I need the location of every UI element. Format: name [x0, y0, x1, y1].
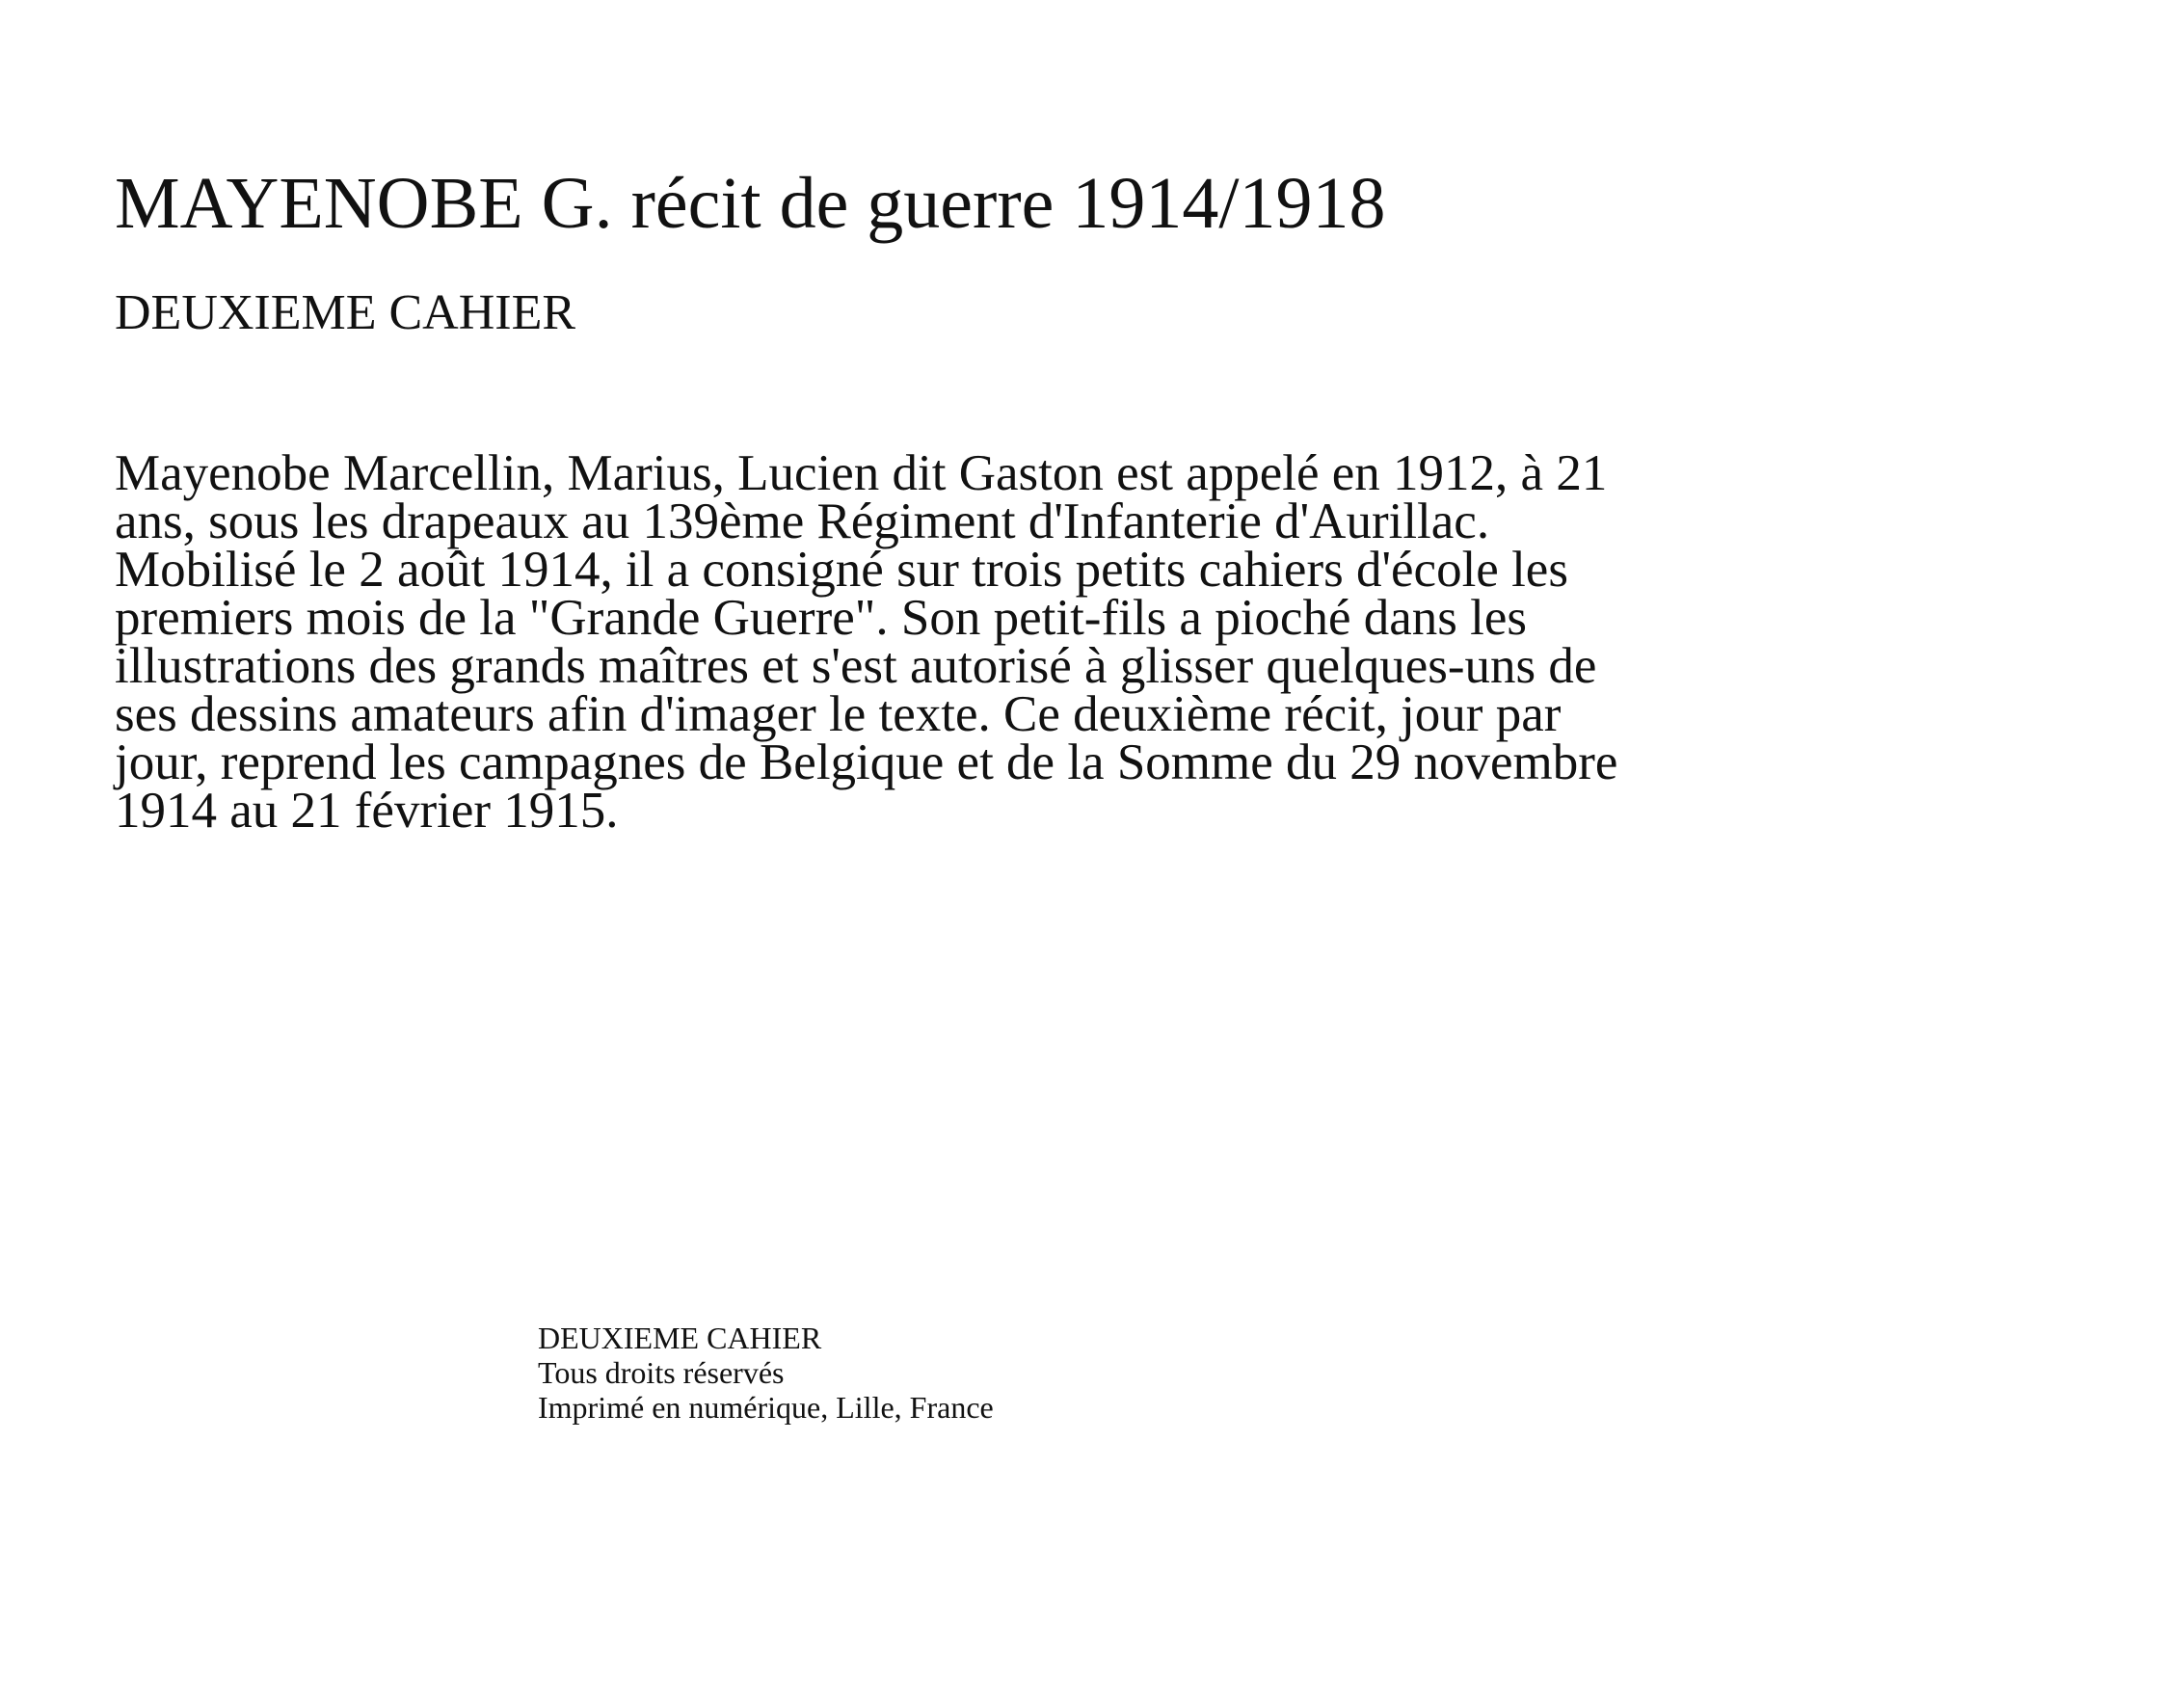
colophon-line-volume: DEUXIEME CAHIER	[538, 1321, 822, 1355]
body-paragraph: Mayenobe Marcellin, Marius, Lucien dit Gaston est appelé en 1912, à 21 ans, sous les drapeaux au 139ème Régiment d'Infanterie d'Aurillac. Mobilisé le 2 août 1914, il a consigné sur trois petits cahiers d'école les premiers mois de la "Grande Guerre". Son petit-fils a pioché dans les illustrations des grands maîtres et s'est autorisé à glisser quelques-uns de ses dessins amateurs afin d'imager le texte. Ce deuxième récit, jour par jour, reprend les campagnes de Belgique et de la Somme du 29 novembre 1914 au 21 février 1915.	[115, 445, 1618, 839]
colophon	[538, 1321, 994, 1425]
colophon-line-printing: Imprimé en numérique, Lille, France	[538, 1390, 994, 1425]
document-title: MAYENOBE G. récit de guerre 1914/1918	[115, 163, 1386, 244]
document-subtitle: DEUXIEME CAHIER	[115, 285, 576, 340]
colophon-line-rights: Tous droits réservés	[538, 1355, 785, 1390]
